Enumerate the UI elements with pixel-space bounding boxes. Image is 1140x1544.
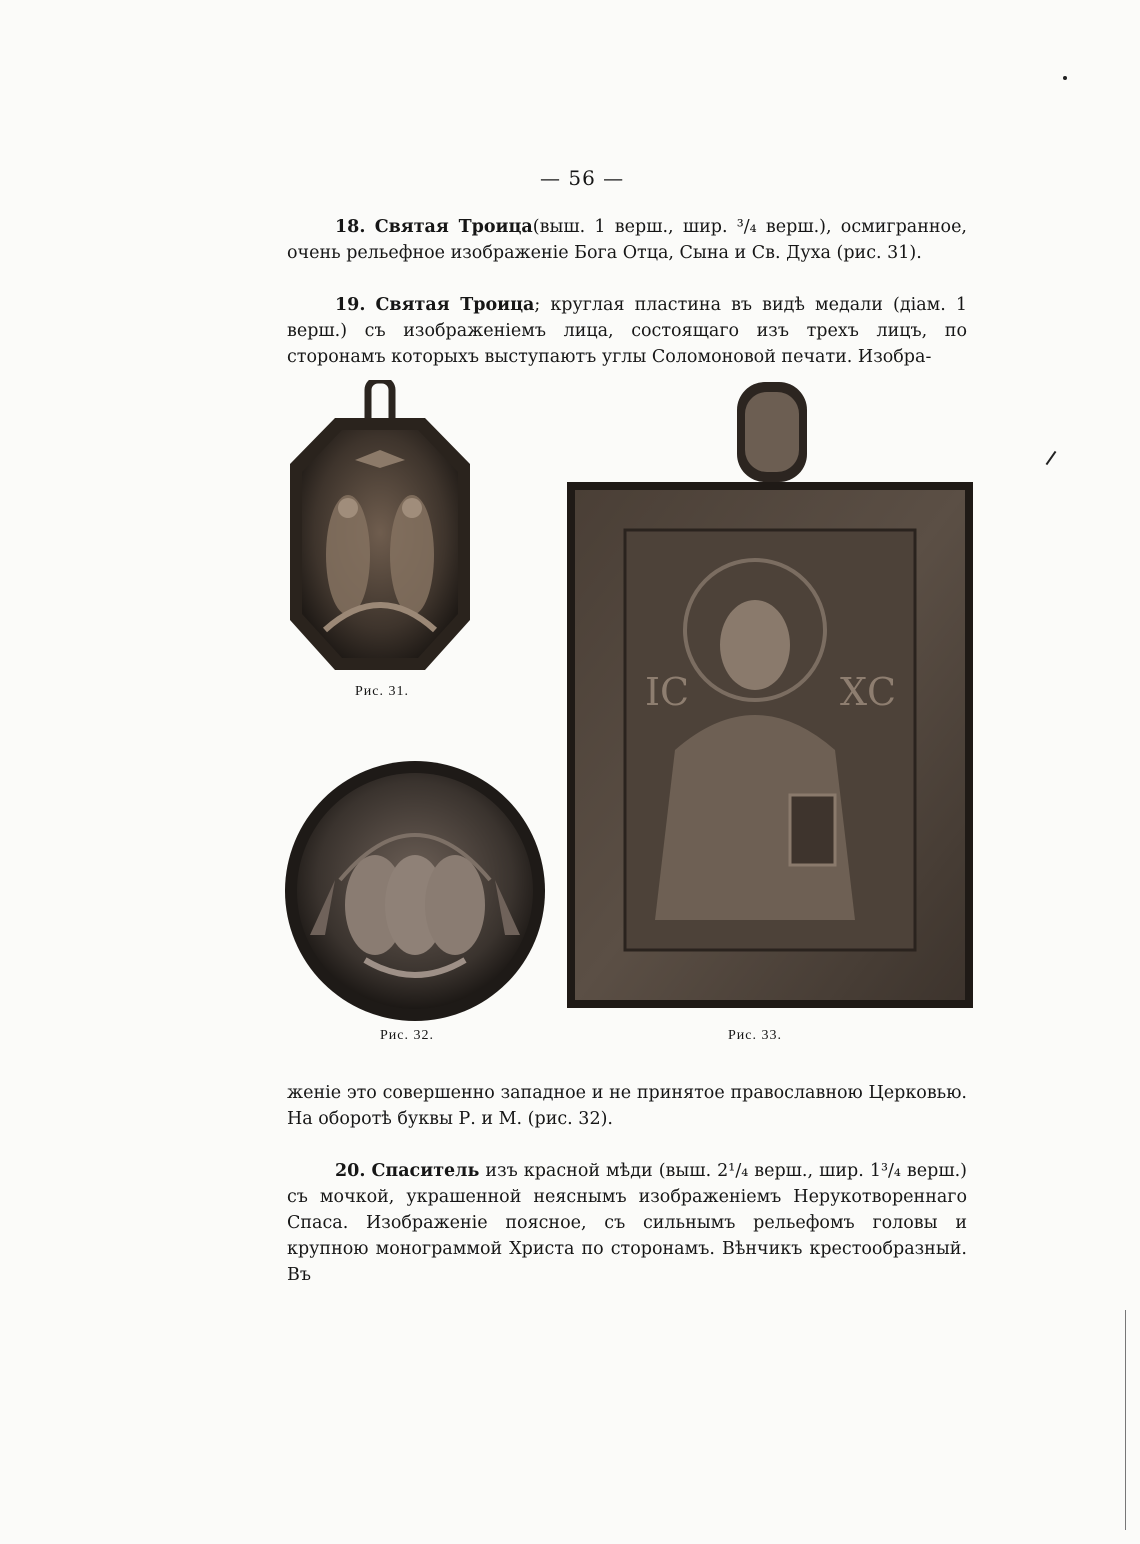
entry-19-text: ; круглая пластина въ видѣ медали (діам. 1 верш.) съ изображеніемъ лица, состоящаго изъ трехъ лицъ, по сторонамъ которыхъ выступаютъ углы Соломоновой печати. Изобра- (287, 295, 967, 367)
figure-32-image (280, 760, 550, 1022)
page-number: — 56 — (540, 166, 625, 190)
entry-18 (287, 214, 967, 266)
scan-speck (1063, 76, 1067, 80)
scan-edge-line (1125, 1310, 1126, 1530)
entry-19-title: Святая Троица (375, 295, 535, 315)
entry-20-title: Спаситель (371, 1161, 480, 1181)
entry-18-text: (выш. 1 верш., шир. ³/₄ верш.), осмигранное, очень рельефное изображеніе Бога Отца, Сына и Св. Духа (рис. 31). (287, 217, 967, 263)
entry-19-number: 19. (335, 295, 366, 315)
entry-20-text: изъ красной мѣди (выш. 2¹/₄ верш., шир. 1³/₄ верш.) съ мочкой, украшенной неяснымъ изображеніемъ Нерукотвореннаго Спаса. Изображеніе поясное, съ сильнымъ рельефомъ головы и крупною монограммой Христа по сторонамъ. Вѣнчикъ крестообразный. Въ (287, 1161, 967, 1285)
figure-32-caption: Рис. 32. (380, 1028, 434, 1043)
entry-18-title: Святая Троица (374, 217, 533, 237)
figure-33-image (565, 380, 975, 1010)
entry-20 (287, 1158, 967, 1288)
figure-31-caption: Рис. 31. (355, 684, 409, 699)
entry-20-number: 20. (335, 1161, 366, 1181)
icon-letters-xc: ХС (840, 670, 897, 714)
entry-19 (287, 292, 967, 370)
icon-letters-ic: ІС (645, 670, 690, 714)
figure-31-image (280, 380, 480, 680)
scan-mark (1046, 451, 1057, 465)
entry-19-continuation: женіе это совершенно западное и не принятое православною Церковью. На оборотѣ буквы Р. и М. (рис. 32). (287, 1083, 967, 1129)
figure-33-caption: Рис. 33. (728, 1028, 782, 1043)
entry-18-number: 18. (335, 217, 366, 237)
